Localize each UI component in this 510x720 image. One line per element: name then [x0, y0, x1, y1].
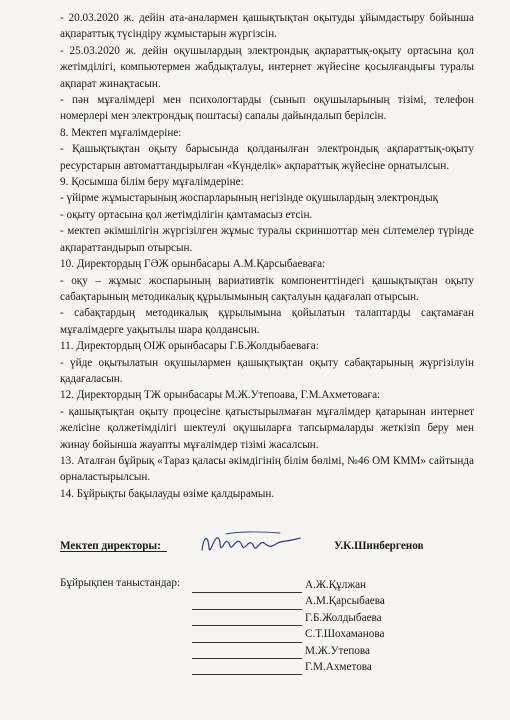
section-heading: 8. Мектеп мұғалімдеріне: [60, 126, 182, 139]
staff-name: А.М.Қарсыбаева [305, 595, 385, 608]
director-name: У.К.Шинбергенов [334, 540, 424, 552]
staff-name: Г.Б.Жолдыбаева [305, 611, 382, 624]
acknowledgement-row [192, 593, 385, 609]
paragraph: - 20.03.2020 ж. дейін ата-аналармен қашықтықтан оқытуды ұйымдастыру бойынша ақпараттық түсіндіру жұмыстарын жүргізсін. [60, 12, 474, 41]
acknowledgement-row [192, 610, 385, 626]
acknowledgement-row [192, 643, 385, 659]
staff-name: А.Ж.Құлжан [305, 578, 367, 591]
staff-name: С.Т.Шохаманова [305, 628, 385, 641]
paragraph: - мектеп әкімшілігін жүргізілген жұмыс туралы скриншоттар мен сілтемелер түрінде ақпараттандырып отырсын. [60, 225, 474, 254]
signature-line [192, 630, 302, 643]
paragraph: - 25.03.2020 ж. дейін оқушылардың электрондық ақпараттық-оқыту ортасына қол жетімділігі, компьютермен жабдықталуы, интернет жүйесіне қосылғандығы туралы ақпарат жинақтасын. [60, 44, 474, 90]
paragraph: - үйде оқытылатын оқушылармен қашықтықтан оқыту сабақтарының жүргізілуін қадағаласын. [60, 356, 474, 385]
paragraph: - қашықтықтан оқыту процесіне қатыстырылмаған мұғалімдер қатарынан интернет желісіне қолжетімділігі шектеулі оқушыларға тапсырмаларды жеткізіп беру мен жинау бойынша жауапты мұғалімдер тізімі жасалсын. [60, 405, 474, 451]
paragraph: - сабақтардың методикалық құрылымына қойылатын талаптарды сақтамаған мұғалімдерге уақытылы шара қолдансын. [60, 307, 474, 336]
acknowledgement-label: Бұйрықпен таныстандар: [60, 577, 181, 589]
section-heading: 11. Директордың ОІЖ орынбасары Г.Б.Жолдыбаеваға: [60, 340, 319, 353]
paragraph: - пән мұғалімдері мен психологтарды (сынып оқушыларының тізімі, телефон номерлері мен электрондық поштасы) сапалы дайындалып берілсін. [60, 94, 474, 123]
acknowledgement-row [192, 659, 385, 675]
director-label: Мектеп директоры: [60, 540, 161, 552]
paragraph: - оқыту ортасына қол жетімділігін қамтамасыз етсін. [60, 208, 313, 221]
paragraph: - Қашықтықтан оқыту барысында қолданылған электрондық ақпараттық-оқыту ресурстарын автоматтандырылған «Күнделік» ақпараттық жүйесіне орнатылсын. [60, 143, 474, 172]
signature-line [192, 597, 302, 610]
paragraph: - үйірме жұмыстарының жоспарларының негізінде оқушылардың электрондық [60, 192, 439, 205]
signature-line [192, 580, 302, 593]
staff-name: М.Ж.Утепова [305, 644, 371, 657]
paragraph: - оқу – жұмыс жоспарының вариативтік компоненттіндегі қашықтықтан оқыту сабақтарының методикалық құрылымының сақталуын қадағалап отырсын. [60, 274, 474, 303]
staff-name: Г.М.Ахметова [305, 660, 372, 673]
section-heading: 10. Директордың ГӘЖ орынбасары А.М.Қарсыбаеваға: [60, 258, 326, 271]
section-heading: 9. Қосымша білім беру мұғалімдеріне: [60, 176, 244, 189]
paragraph: 14. Бұйрықты бақылауды өзіме қалдырамын. [60, 487, 275, 500]
signature-line [192, 646, 302, 659]
signature-line [192, 613, 302, 626]
signature-line [192, 662, 302, 675]
acknowledgement-row [192, 626, 385, 642]
acknowledgement-list [192, 577, 385, 675]
acknowledgement-row [192, 577, 385, 593]
order-body [60, 10, 474, 502]
section-heading: 12. Директордың ТЖ орынбасары М.Ж.Утепоава, Г.М.Ахметоваға: [60, 389, 381, 402]
paragraph: 13. Аталған бұйрық «Тараз қаласы әкімдігінің білім бөлімі, №46 ОМ КММ» сайтында орналастырылсын. [60, 454, 474, 484]
handwritten-signature [196, 526, 306, 560]
